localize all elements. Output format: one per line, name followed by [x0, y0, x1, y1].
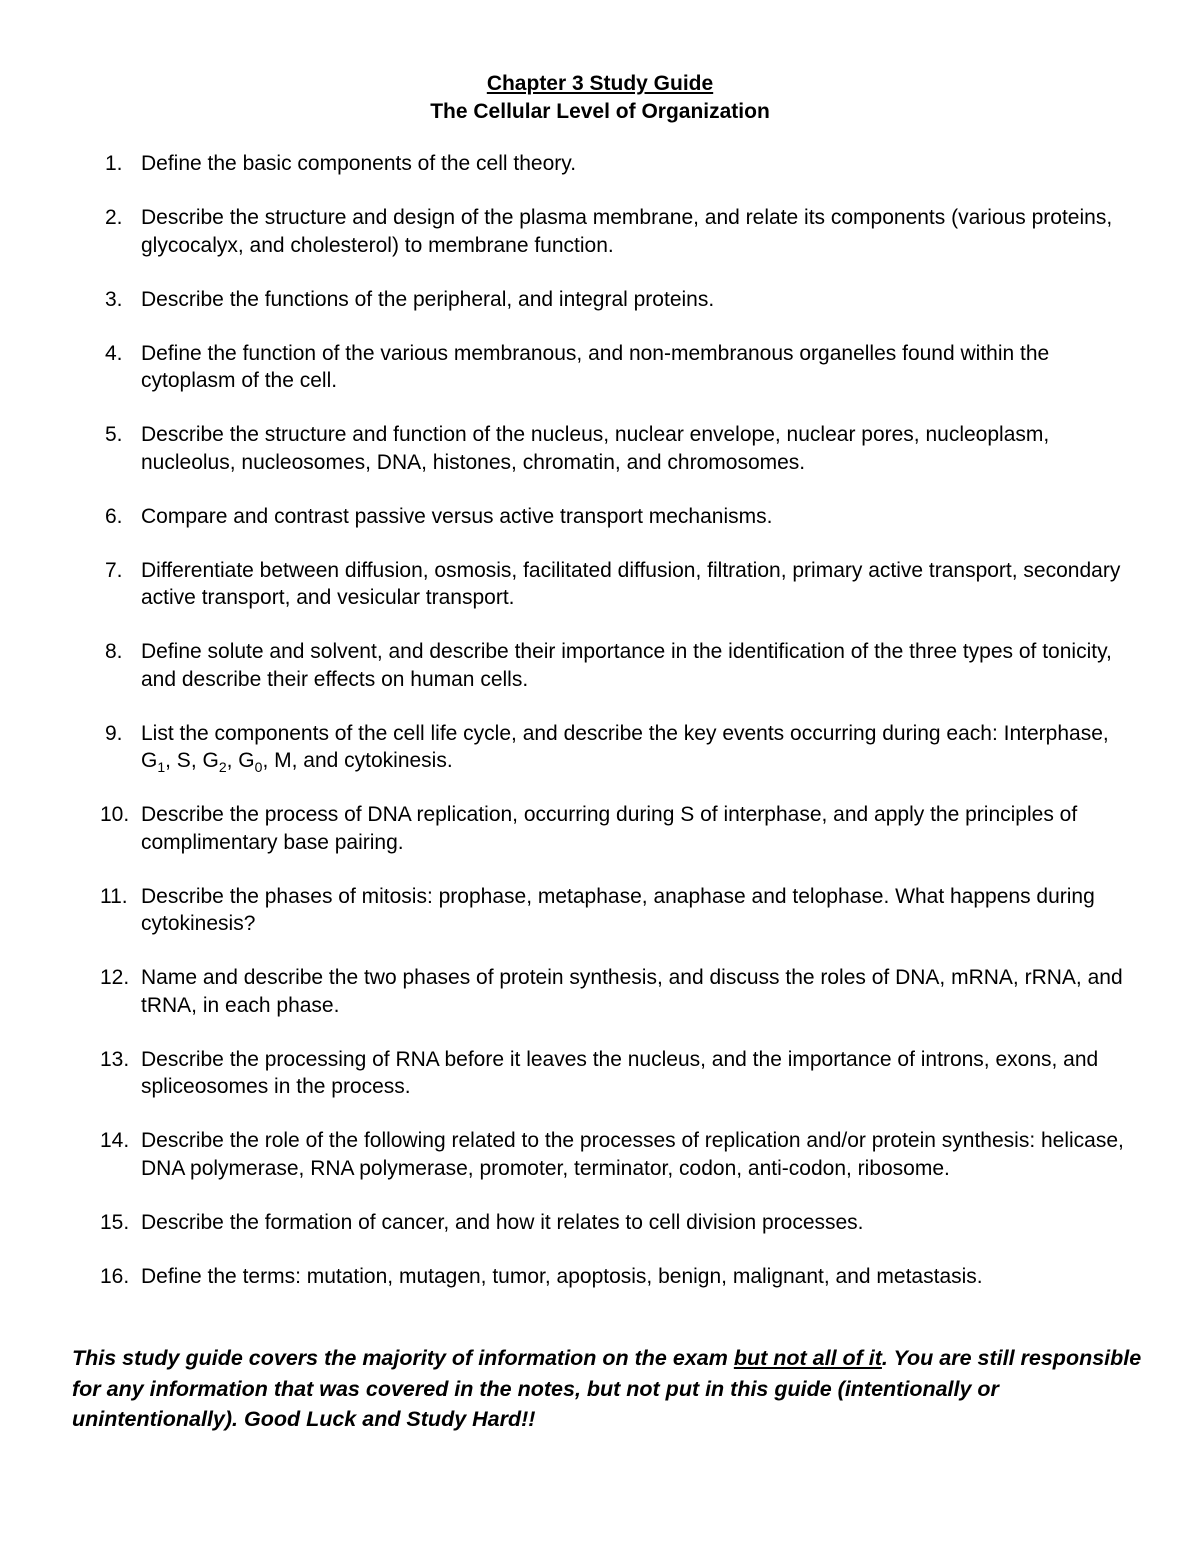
- question-number: 12.: [100, 966, 130, 989]
- question-number: 14.: [100, 1129, 130, 1152]
- question-number: 8.: [105, 640, 123, 663]
- question-text: Describe the formation of cancer, and how it relates to cell division processes.: [141, 1210, 864, 1234]
- question-text: Describe the phases of mitosis: prophase, metaphase, anaphase and telophase. What happens during cytokinesis?: [141, 884, 1095, 935]
- question-text-part: , S, G: [165, 749, 219, 772]
- question-text: Describe the role of the following related to the processes of replication and/or protein synthesis: helicase, DNA polymerase, RNA polymerase, promoter, terminator, codon, anti-codon, ribosome.: [141, 1129, 1124, 1180]
- question-number: 16.: [100, 1264, 130, 1288]
- question-number: 15.: [100, 1210, 130, 1234]
- closing-note: [72, 1343, 1142, 1435]
- question-text: Compare and contrast passive versus active transport mechanisms.: [141, 504, 773, 528]
- question-text: Describe the functions of the peripheral, and integral proteins.: [141, 287, 715, 311]
- question-item: [100, 638, 1140, 693]
- header: [0, 70, 1200, 126]
- question-text: Define solute and solvent, and describe their importance in the identification of the three types of tonicity, and describe their effects on human cells.: [141, 640, 1112, 691]
- question-number: 13.: [100, 1047, 130, 1071]
- note-underlined-text: but not all of it: [733, 1346, 882, 1370]
- question-item: [100, 964, 1140, 1019]
- question-text: Describe the structure and function of the nucleus, nuclear envelope, nuclear pores, nucleoplasm, nucleolus, nucleosomes, DNA, histones, chromatin, and chromosomes.: [141, 423, 1050, 474]
- subscript: 0: [254, 759, 263, 776]
- note-text: This study guide covers the majority of information on the exam: [72, 1346, 734, 1370]
- page-title: Chapter 3 Study Guide: [486, 72, 714, 95]
- question-item: [100, 1127, 1140, 1182]
- question-text-part: List the components of the cell life cycle, and describe the key events occurring during each: Interphase, G: [141, 721, 1109, 772]
- question-number: 6.: [105, 504, 123, 528]
- question-text: Describe the structure and design of the plasma membrane, and relate its components (various proteins, glycocalyx, and cholesterol) to membrane function.: [141, 206, 1113, 257]
- question-text-part: , M, and cytokinesis.: [262, 749, 453, 772]
- question-number: 1.: [105, 152, 123, 175]
- subscript: 1: [157, 759, 166, 776]
- question-text: Describe the processing of RNA before it leaves the nucleus, and the importance of introns, exons, and spliceosomes in the process.: [141, 1047, 1099, 1098]
- question-number: 4.: [105, 341, 123, 365]
- question-number: 10.: [100, 803, 130, 826]
- question-text: Describe the process of DNA replication, occurring during S of interphase, and apply the principles of complimentary base pairing.: [141, 803, 1078, 854]
- question-text: Define the basic components of the cell theory.: [141, 152, 577, 175]
- question-text: Define the function of the various membranous, and non-membranous organelles found within the cytoplasm of the cell.: [141, 341, 1050, 392]
- question-item: [100, 340, 1140, 395]
- question-item: [100, 1209, 1140, 1237]
- question-number: 7.: [105, 558, 123, 582]
- question-text-part: , G: [226, 749, 255, 772]
- question-item: [100, 1263, 1140, 1291]
- question-text: [141, 720, 1140, 775]
- question-number: 5.: [105, 423, 123, 446]
- note-text: . You are still responsible for any information that was covered in the notes, but not put in this guide (intentionally or unintentionally). Good Luck and Study Hard!!: [72, 1346, 1142, 1431]
- question-item: [100, 1046, 1140, 1101]
- question-item: [100, 421, 1140, 476]
- question-text: Differentiate between diffusion, osmosis, facilitated diffusion, filtration, primary active transport, secondary active transport, and vesicular transport.: [141, 558, 1121, 609]
- question-item: [100, 503, 1140, 531]
- question-item: [100, 204, 1140, 259]
- question-text: Name and describe the two phases of protein synthesis, and discuss the roles of DNA, mRNA, rRNA, and tRNA, in each phase.: [141, 966, 1123, 1017]
- question-item: [100, 720, 1140, 775]
- question-number: 3.: [105, 287, 123, 311]
- question-item: [100, 801, 1140, 856]
- question-number: 2.: [105, 206, 123, 229]
- question-item: [100, 557, 1140, 612]
- question-number: 11.: [100, 884, 128, 908]
- question-number: 9.: [105, 721, 123, 745]
- subscript: 2: [218, 759, 227, 776]
- question-item: [100, 286, 1140, 314]
- question-list: [100, 150, 1140, 1317]
- question-text: Define the terms: mutation, mutagen, tumor, apoptosis, benign, malignant, and metastasis.: [141, 1264, 983, 1288]
- question-item: [100, 150, 1140, 178]
- page-subtitle: The Cellular Level of Organization: [430, 100, 770, 123]
- question-item: [100, 883, 1140, 938]
